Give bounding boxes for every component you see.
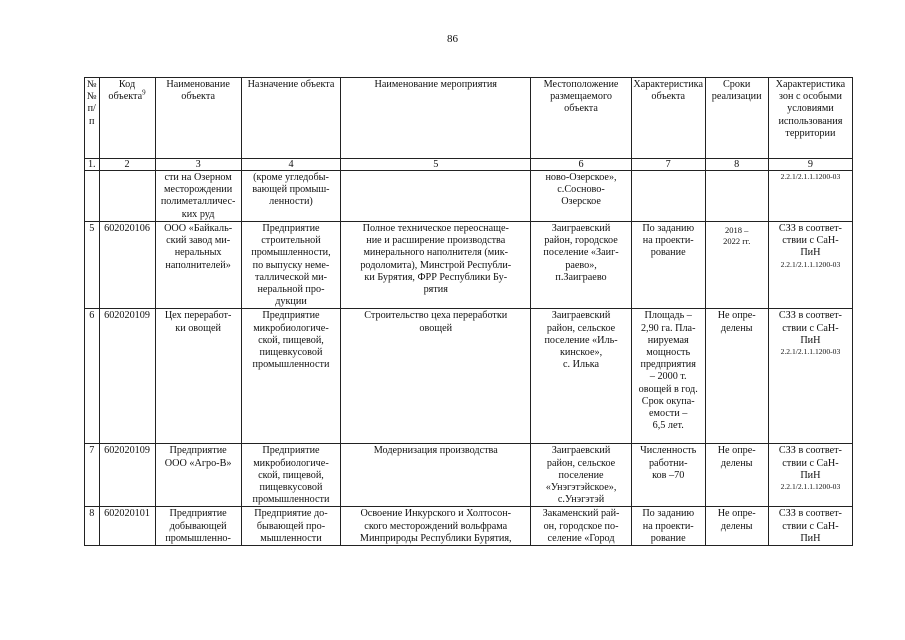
event-name: Модернизация производства (341, 444, 531, 507)
dates-text: 2018 – 2022 гг. (723, 225, 751, 246)
object-code: 602020109 (99, 309, 155, 444)
header-row (85, 78, 853, 159)
header-zones: Характеристика зон с особыми условиями использования территории (768, 78, 852, 159)
table-row (85, 507, 853, 546)
object-purpose: Предприятие микробиологиче- ской, пищевой, пищевкусовой промышленности (241, 444, 341, 507)
zone-text: СЗЗ в соответ- ствии с СаН- ПиН (778, 508, 842, 544)
row-number: 8 (85, 507, 100, 546)
column-number: 1. (85, 159, 100, 171)
dates-text: Не опре- делены (717, 445, 756, 469)
row-number: 5 (85, 222, 100, 309)
header-location: Местоположение размещаемого объекта (531, 78, 632, 159)
column-number: 9 (768, 159, 852, 171)
zone-text: СЗЗ в соответ- ствии с СаН- ПиН (778, 223, 842, 259)
implementation-dates (705, 222, 768, 309)
projects-table (84, 77, 853, 546)
zone-characteristic (768, 222, 852, 309)
location: Заиграевский район, городское поселение «Заиг- раево», п.Заиграево (531, 222, 632, 309)
row-number (85, 171, 100, 222)
dates-text: Не опре- делены (717, 310, 756, 334)
header-dates: Сроки реализации (705, 78, 768, 159)
object-purpose: Предприятие микробиологиче- ской, пищевой, пищевкусовой промышленности (241, 309, 341, 444)
zone-characteristic (768, 309, 852, 444)
dates-text: Не опре- делены (717, 508, 756, 532)
table-row (85, 171, 853, 222)
implementation-dates (705, 444, 768, 507)
event-name (341, 171, 531, 222)
object-name: Предприятие добывающей промышленно- (155, 507, 241, 546)
characteristic (631, 171, 705, 222)
implementation-dates (705, 507, 768, 546)
sanpin-norm: 2.2.1/2.1.1.1200-03 (780, 482, 841, 492)
event-name: Освоение Инкурского и Холтосон- ского месторождений вольфрама Минприроды Республики Бурятия, (341, 507, 531, 546)
column-number: 4 (241, 159, 341, 171)
table-row (85, 222, 853, 309)
row-number: 7 (85, 444, 100, 507)
column-number: 8 (705, 159, 768, 171)
column-number-row (85, 159, 853, 171)
zone-characteristic (768, 507, 852, 546)
column-number: 6 (531, 159, 632, 171)
header-characteristic: Характеристика объекта (631, 78, 705, 159)
zone-text: СЗЗ в соответ- ствии с СаН- ПиН (778, 310, 842, 346)
event-name: Полное техническое переоснаще- ние и расширение производства минерального наполнителя (мик- родоломита), Минстрой Республи- ки Бурятия, ФРР Республики Бу- рятия (341, 222, 531, 309)
page-number: 86 (447, 33, 458, 45)
header-name: Наименование объекта (155, 78, 241, 159)
sanpin-norm: 2.2.1/2.1.1.1200-03 (780, 347, 841, 357)
implementation-dates (705, 171, 768, 222)
sanpin-norm: 2.2.1/2.1.1.1200-03 (780, 259, 841, 269)
table-row (85, 444, 853, 507)
object-name: Предприятие ООО «Агро-В» (155, 444, 241, 507)
object-purpose: Предприятие строительной промышленности, по выпуску неме- таллической ми- неральной про- дукции (241, 222, 341, 309)
table-row (85, 309, 853, 444)
location: Закаменский рай- он, городское по- селение «Город (531, 507, 632, 546)
header-code: Код объекта$^9$ (99, 78, 155, 159)
object-name: сти на Озерном месторождении полиметалличес- ких руд (155, 171, 241, 222)
object-name: ООО «Байкаль- ский завод ми- неральных наполнителей» (155, 222, 241, 309)
object-code (99, 171, 155, 222)
event-name: Строительство цеха переработки овощей (341, 309, 531, 444)
zone-text: СЗЗ в соответ- ствии с СаН- ПиН (778, 445, 842, 481)
column-number: 5 (341, 159, 531, 171)
characteristic: По заданию на проекти- рование (631, 222, 705, 309)
header-number: № № п/ п (85, 78, 100, 159)
object-name: Цех переработ- ки овощей (155, 309, 241, 444)
characteristic: Численность работни- ков –70 (631, 444, 705, 507)
zone-characteristic (768, 444, 852, 507)
row-number: 6 (85, 309, 100, 444)
object-purpose: Предприятие до- бывающей про- мышленности (241, 507, 341, 546)
object-code: 602020109 (99, 444, 155, 507)
column-number: 3 (155, 159, 241, 171)
characteristic: Площадь – 2,90 га. Пла- нируемая мощность предприятия – 2000 т. овощей в год. Срок окупа- емости – 6,5 лет. (631, 309, 705, 444)
location: Заиграевский район, сельское поселение «Унэгэтэйское», с.Унэгэтэй (531, 444, 632, 507)
zone-characteristic (768, 171, 852, 222)
column-number: 7 (631, 159, 705, 171)
object-purpose: (кроме угледобы- вающей промыш- ленности) (241, 171, 341, 222)
object-code: 602020106 (99, 222, 155, 309)
location: ново-Озерское», с.Сосново- Озерское (531, 171, 632, 222)
location: Заиграевский район, сельское поселение «Иль- кинское», с. Илька (531, 309, 632, 444)
sanpin-norm: 2.2.1/2.1.1.1200-03 (780, 172, 841, 181)
implementation-dates (705, 309, 768, 444)
column-number: 2 (99, 159, 155, 171)
header-purpose: Назначение объекта (241, 78, 341, 159)
header-event: Наименование мероприятия (341, 78, 531, 159)
object-code: 602020101 (99, 507, 155, 546)
characteristic: По заданию на проекти- рование (631, 507, 705, 546)
